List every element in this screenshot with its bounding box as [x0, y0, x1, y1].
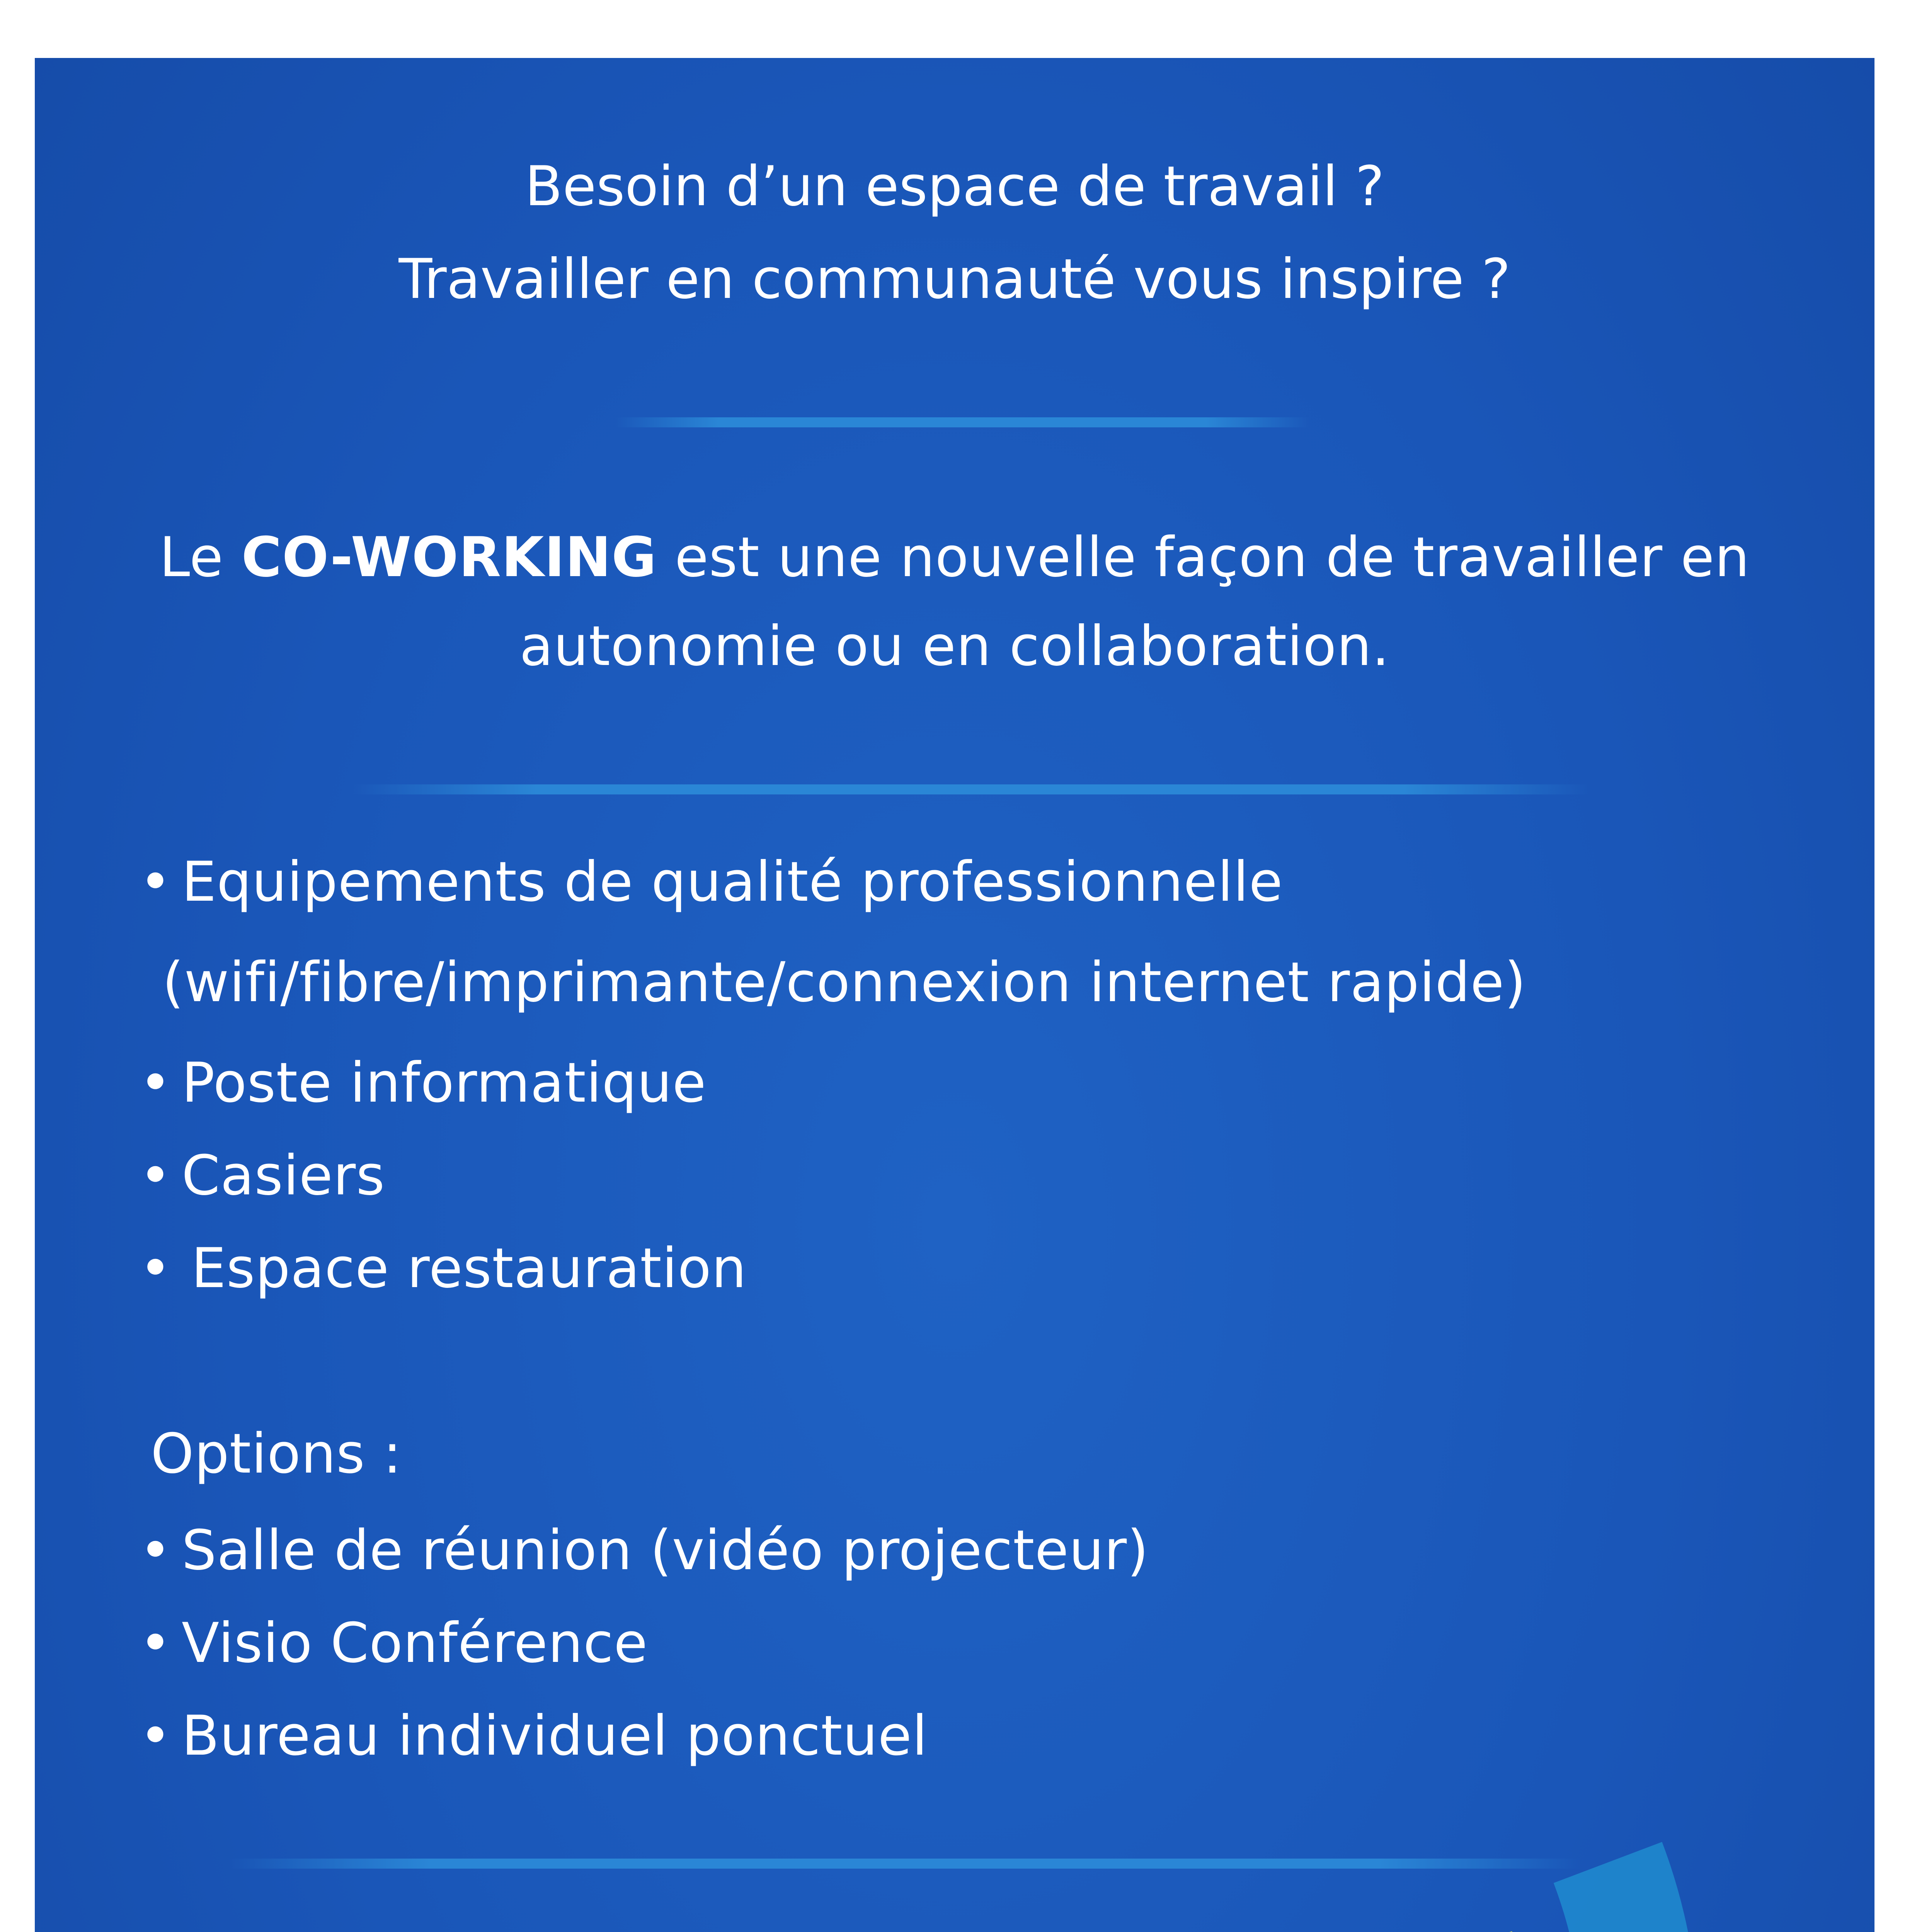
equipment-item-label: Equipements de qualité professionnelle: [182, 850, 1283, 914]
intro-line-1: [35, 526, 1874, 589]
divider-bottom: [228, 1859, 1581, 1869]
intro-line-2: autonomie ou en collaboration.: [519, 614, 1390, 678]
divider-top: [615, 417, 1310, 427]
light-blue-arc: [1272, 1862, 1642, 1932]
equipment-item-label: Espace restauration: [191, 1236, 747, 1300]
bullet-icon: •: [139, 1519, 172, 1582]
option-item-label: Bureau individuel ponctuel: [182, 1704, 928, 1768]
equipment-item-label: Casiers: [182, 1144, 385, 1208]
bullet-icon: •: [139, 1236, 172, 1300]
option-item-2: [139, 1611, 648, 1675]
option-item-1: [139, 1519, 1149, 1582]
bullet-icon: •: [139, 1611, 172, 1675]
intro-prefix: Le: [159, 526, 242, 589]
equipment-item-2: [139, 1051, 707, 1115]
intro-highlight: CO-WORKING: [241, 526, 657, 589]
option-item-label: Salle de réunion (vidéo projecteur): [182, 1519, 1149, 1582]
equipment-item-1: [139, 850, 1283, 914]
bullet-icon: •: [139, 1144, 172, 1208]
headline-line-2: Travailler en communauté vous inspire ?: [398, 247, 1511, 311]
flyer-panel: [35, 58, 1874, 1932]
divider-middle: [352, 784, 1588, 794]
equipment-item-3: [139, 1144, 385, 1208]
equipment-item-label: Poste informatique: [182, 1051, 707, 1115]
bullet-icon: •: [139, 1051, 172, 1115]
bullet-icon: •: [139, 850, 172, 914]
bullet-icon: •: [139, 1704, 172, 1768]
headline-line-1: Besoin d’un espace de travail ?: [525, 155, 1384, 218]
equipment-item-4: [139, 1236, 747, 1300]
option-item-label: Visio Conférence: [182, 1611, 648, 1675]
intro-rest: est une nouvelle façon de travailler en: [657, 526, 1750, 589]
options-heading: Options :: [151, 1422, 402, 1486]
option-item-3: [139, 1704, 928, 1768]
equipment-item-1-detail: (wifi/fibre/imprimante/connexion internet rapide): [162, 951, 1527, 1014]
